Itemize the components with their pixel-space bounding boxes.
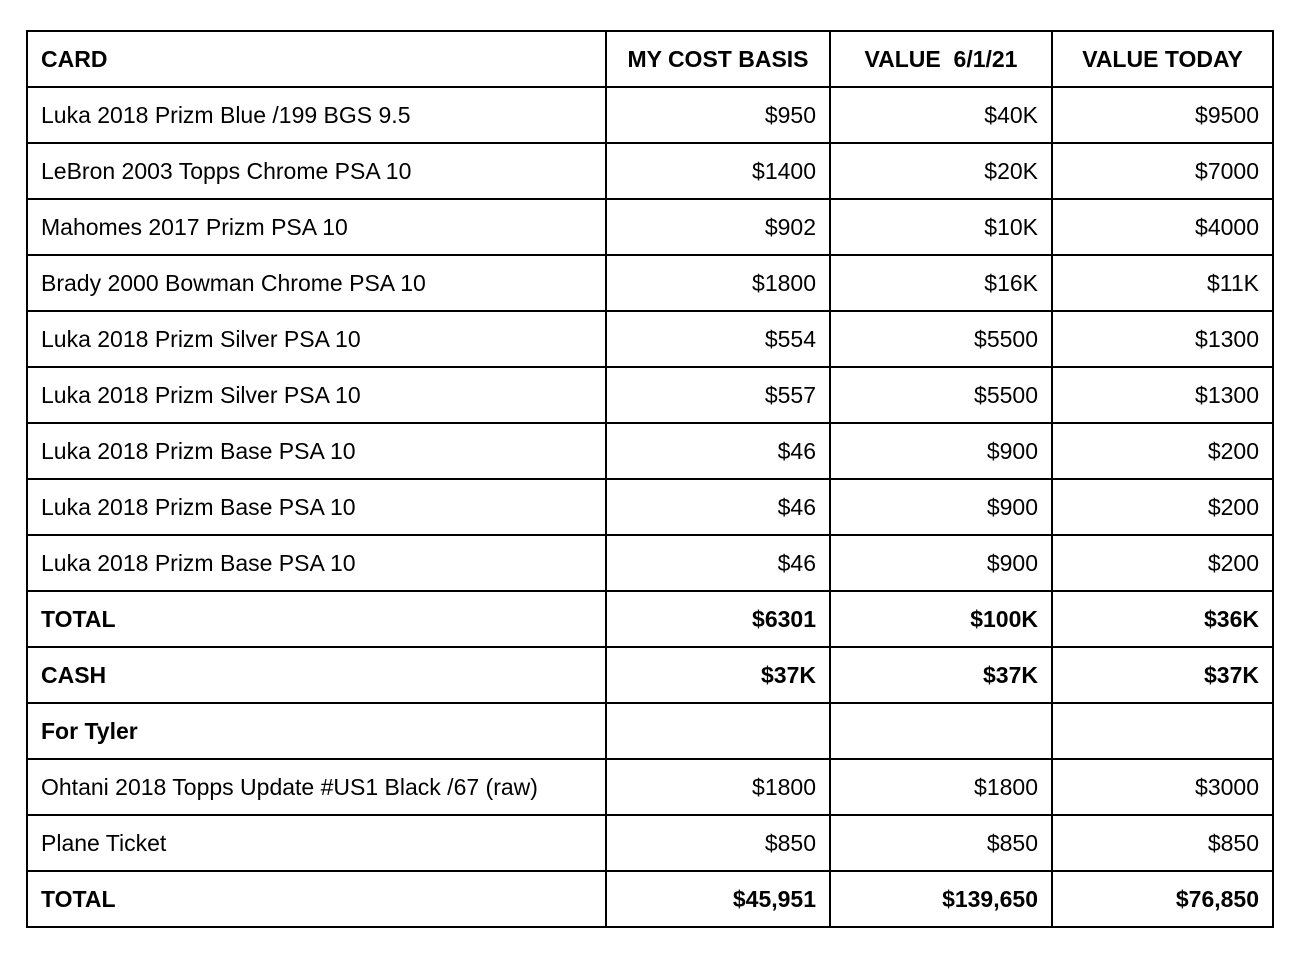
card-name: Brady 2000 Bowman Chrome PSA 10 [27,255,606,311]
section-row [27,703,1273,759]
grand-total-cost-basis: $45,951 [606,871,830,927]
value-2021: $900 [830,479,1052,535]
table-row [27,311,1273,367]
cost-basis: $46 [606,423,830,479]
grand-total-row [27,871,1273,927]
value-today: $7000 [1052,143,1273,199]
card-name: Luka 2018 Prizm Base PSA 10 [27,479,606,535]
header-card: CARD [27,31,606,87]
cost-basis: $1800 [606,759,830,815]
value-2021: $10K [830,199,1052,255]
value-today: $200 [1052,479,1273,535]
value-today: $1300 [1052,311,1273,367]
empty-cell [1052,703,1273,759]
value-today: $1300 [1052,367,1273,423]
value-today: $200 [1052,535,1273,591]
header-value-2021: VALUE 6/1/21 [830,31,1052,87]
cost-basis: $1800 [606,255,830,311]
cost-basis: $850 [606,815,830,871]
empty-cell [606,703,830,759]
item-name: Plane Ticket [27,815,606,871]
grand-total-value-2021: $139,650 [830,871,1052,927]
value-2021: $5500 [830,367,1052,423]
header-cost-basis: MY COST BASIS [606,31,830,87]
card-name: Luka 2018 Prizm Blue /199 BGS 9.5 [27,87,606,143]
table-header-row [27,31,1273,87]
table-body [27,87,1273,927]
header-value-today: VALUE TODAY [1052,31,1273,87]
cash-cost-basis: $37K [606,647,830,703]
cash-value-today: $37K [1052,647,1273,703]
section-label-for-tyler: For Tyler [27,703,606,759]
card-name: Mahomes 2017 Prizm PSA 10 [27,199,606,255]
total-value-today: $36K [1052,591,1273,647]
table-row [27,143,1273,199]
empty-cell [830,703,1052,759]
total-row [27,591,1273,647]
value-2021: $900 [830,423,1052,479]
total-cost-basis: $6301 [606,591,830,647]
card-name: Luka 2018 Prizm Base PSA 10 [27,535,606,591]
table-row [27,759,1273,815]
value-2021: $16K [830,255,1052,311]
card-name: LeBron 2003 Topps Chrome PSA 10 [27,143,606,199]
cash-row [27,647,1273,703]
card-name: Luka 2018 Prizm Silver PSA 10 [27,367,606,423]
card-name: Luka 2018 Prizm Base PSA 10 [27,423,606,479]
table-row [27,87,1273,143]
cost-basis: $46 [606,535,830,591]
cost-basis: $46 [606,479,830,535]
cost-basis: $950 [606,87,830,143]
total-label: TOTAL [27,591,606,647]
value-today: $9500 [1052,87,1273,143]
value-2021: $5500 [830,311,1052,367]
value-2021: $40K [830,87,1052,143]
card-value-table [26,30,1274,928]
value-today: $11K [1052,255,1273,311]
cost-basis: $1400 [606,143,830,199]
cash-value-2021: $37K [830,647,1052,703]
value-2021: $20K [830,143,1052,199]
value-today: $3000 [1052,759,1273,815]
card-name: Luka 2018 Prizm Silver PSA 10 [27,311,606,367]
cash-label: CASH [27,647,606,703]
value-2021: $1800 [830,759,1052,815]
cost-basis: $554 [606,311,830,367]
total-value-2021: $100K [830,591,1052,647]
table-row [27,423,1273,479]
table-row [27,479,1273,535]
table-row [27,367,1273,423]
grand-total-value-today: $76,850 [1052,871,1273,927]
table-row [27,815,1273,871]
value-today: $200 [1052,423,1273,479]
value-2021: $850 [830,815,1052,871]
value-today: $4000 [1052,199,1273,255]
table-row [27,255,1273,311]
item-name: Ohtani 2018 Topps Update #US1 Black /67 (raw) [27,759,606,815]
table-row [27,199,1273,255]
value-2021: $900 [830,535,1052,591]
cost-basis: $902 [606,199,830,255]
grand-total-label: TOTAL [27,871,606,927]
value-today: $850 [1052,815,1273,871]
cost-basis: $557 [606,367,830,423]
table-row [27,535,1273,591]
